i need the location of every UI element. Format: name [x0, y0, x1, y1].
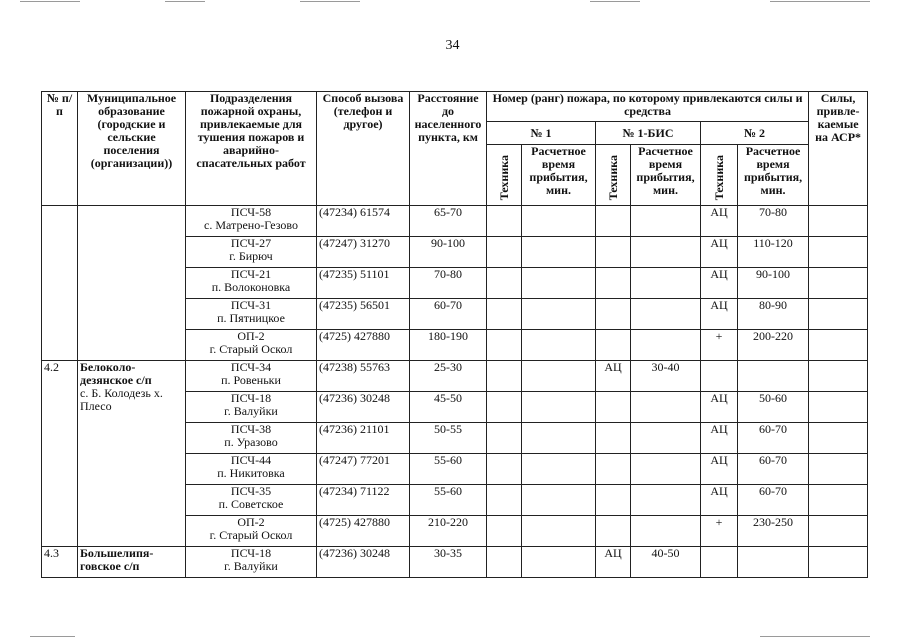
unit-name: ОП-2: [237, 515, 265, 529]
unit-name: ПСЧ-31: [230, 298, 272, 312]
header-num: № п/п: [42, 92, 78, 206]
cell-tech-1bis: [596, 423, 631, 454]
cell-tech-2: АЦ: [701, 299, 738, 330]
unit-location: г. Старый Оскол: [209, 528, 293, 542]
cell-unit: [186, 206, 317, 237]
cell-tech-1bis: [596, 299, 631, 330]
cell-tech-1: [487, 485, 522, 516]
scan-edge-mark: [590, 1, 640, 2]
cell-phone: (47235) 51101: [317, 268, 410, 299]
cell-distance: 45-50: [410, 392, 487, 423]
cell-unit: [186, 361, 317, 392]
header-technique-label: Техника: [496, 154, 511, 200]
cell-distance: 70-80: [410, 268, 487, 299]
cell-time-1bis: [631, 330, 701, 361]
cell-municipality: Большелипя-говское с/п: [78, 547, 186, 578]
cell-tech-1: [487, 330, 522, 361]
cell-time-1: [522, 268, 596, 299]
table-row: [42, 361, 868, 392]
cell-tech-2: АЦ: [701, 423, 738, 454]
cell-tech-1: [487, 392, 522, 423]
cell-tech-1bis: [596, 454, 631, 485]
scan-edge-mark: [165, 1, 205, 2]
unit-location: г. Старый Оскол: [209, 342, 293, 356]
cell-phone: (4725) 427880: [317, 516, 410, 547]
unit-name: ПСЧ-27: [230, 236, 272, 250]
unit-name: ПСЧ-58: [230, 205, 272, 219]
unit-location: п. Волоконовка: [211, 280, 291, 294]
cell-time-1bis: [631, 237, 701, 268]
cell-tech-1: [487, 237, 522, 268]
cell-phone: (47236) 30248: [317, 547, 410, 578]
cell-asr: [809, 361, 868, 392]
cell-tech-1: [487, 547, 522, 578]
scan-edge-mark: [30, 636, 75, 637]
cell-time-2: 60-70: [738, 423, 809, 454]
header-arrival-1: Расчетное время прибытия, мин.: [522, 145, 596, 206]
scan-edge-mark: [300, 1, 360, 2]
cell-time-1bis: 40-50: [631, 547, 701, 578]
header-asr: Силы, привле-каемые на АСР*: [809, 92, 868, 206]
cell-time-1bis: [631, 485, 701, 516]
cell-phone: (47236) 30248: [317, 392, 410, 423]
header-technique-label: Техника: [711, 154, 726, 200]
cell-tech-1bis: [596, 330, 631, 361]
header-technique-2: [701, 145, 738, 206]
unit-location: г. Бирюч: [229, 249, 273, 263]
cell-distance: 30-35: [410, 547, 487, 578]
unit-name: ПСЧ-44: [230, 453, 272, 467]
unit-name: ПСЧ-35: [230, 484, 272, 498]
cell-asr: [809, 268, 868, 299]
cell-tech-1bis: [596, 206, 631, 237]
cell-tech-2: [701, 361, 738, 392]
cell-num: [42, 206, 78, 361]
scan-edge-mark: [770, 1, 870, 2]
cell-time-1bis: 30-40: [631, 361, 701, 392]
cell-distance: 55-60: [410, 485, 487, 516]
cell-phone: (47234) 61574: [317, 206, 410, 237]
municipality-name: Белоколо-дезянское с/п: [80, 360, 152, 387]
cell-asr: [809, 454, 868, 485]
cell-time-2: [738, 361, 809, 392]
cell-tech-1: [487, 361, 522, 392]
cell-tech-2: АЦ: [701, 485, 738, 516]
cell-tech-2: АЦ: [701, 206, 738, 237]
header-fire-rank: Номер (ранг) пожара, по которому привлекаются силы и средства: [487, 92, 809, 122]
unit-location: г. Валуйки: [224, 404, 278, 418]
cell-asr: [809, 206, 868, 237]
cell-time-1: [522, 299, 596, 330]
unit-location: г. Валуйки: [224, 559, 278, 573]
cell-distance: 55-60: [410, 454, 487, 485]
cell-unit: [186, 423, 317, 454]
cell-time-1: [522, 206, 596, 237]
header-technique-label: Техника: [605, 154, 620, 200]
scan-edge-mark: [760, 636, 870, 637]
unit-name: ПСЧ-18: [230, 391, 272, 405]
unit-location: п. Ровеньки: [221, 373, 281, 387]
scan-edge-mark: [20, 1, 80, 2]
cell-tech-2: АЦ: [701, 237, 738, 268]
header-distance: Расстояние до населенного пункта, км: [410, 92, 487, 206]
unit-name: ОП-2: [237, 329, 265, 343]
cell-tech-1bis: [596, 392, 631, 423]
cell-asr: [809, 485, 868, 516]
unit-name: ПСЧ-34: [230, 360, 272, 374]
cell-distance: 25-30: [410, 361, 487, 392]
cell-asr: [809, 547, 868, 578]
cell-phone: (47247) 77201: [317, 454, 410, 485]
cell-unit: [186, 299, 317, 330]
cell-tech-1bis: [596, 268, 631, 299]
cell-time-1bis: [631, 299, 701, 330]
cell-tech-2: АЦ: [701, 454, 738, 485]
cell-time-1: [522, 454, 596, 485]
cell-unit: [186, 330, 317, 361]
cell-asr: [809, 237, 868, 268]
cell-time-2: 60-70: [738, 454, 809, 485]
header-rank-1bis: № 1-БИС: [596, 122, 701, 145]
header-technique-1bis: [596, 145, 631, 206]
cell-tech-1: [487, 299, 522, 330]
cell-asr: [809, 392, 868, 423]
header-row: [42, 92, 868, 122]
unit-name: ПСЧ-38: [230, 422, 272, 436]
cell-tech-2: +: [701, 330, 738, 361]
cell-time-1bis: [631, 423, 701, 454]
unit-name: ПСЧ-18: [230, 546, 272, 560]
header-rank-1: № 1: [487, 122, 596, 145]
cell-phone: (47236) 21101: [317, 423, 410, 454]
cell-unit: [186, 392, 317, 423]
cell-time-1: [522, 547, 596, 578]
table-row: [42, 547, 868, 578]
header-arrival-2: Расчетное время прибытия, мин.: [738, 145, 809, 206]
cell-asr: [809, 299, 868, 330]
header-technique-1: [487, 145, 522, 206]
cell-municipality: [78, 361, 186, 547]
cell-tech-2: АЦ: [701, 268, 738, 299]
unit-location: п. Советское: [218, 497, 284, 511]
cell-unit: [186, 237, 317, 268]
cell-tech-1bis: [596, 485, 631, 516]
cell-phone: (47247) 31270: [317, 237, 410, 268]
cell-tech-2: АЦ: [701, 392, 738, 423]
cell-time-2: 50-60: [738, 392, 809, 423]
cell-distance: 60-70: [410, 299, 487, 330]
cell-time-2: 230-250: [738, 516, 809, 547]
cell-tech-1: [487, 454, 522, 485]
cell-tech-1: [487, 423, 522, 454]
cell-time-1: [522, 516, 596, 547]
cell-distance: 65-70: [410, 206, 487, 237]
header-arrival-1bis: Расчетное время прибытия, мин.: [631, 145, 701, 206]
cell-tech-2: [701, 547, 738, 578]
cell-time-2: 90-100: [738, 268, 809, 299]
cell-time-2: 110-120: [738, 237, 809, 268]
cell-time-1: [522, 485, 596, 516]
cell-time-1: [522, 392, 596, 423]
cell-time-1bis: [631, 206, 701, 237]
cell-time-1bis: [631, 516, 701, 547]
cell-phone: (47235) 56501: [317, 299, 410, 330]
cell-unit: [186, 268, 317, 299]
cell-time-2: 70-80: [738, 206, 809, 237]
fire-forces-table: [41, 91, 868, 578]
header-call-method: Способ вызова (телефон и другое): [317, 92, 410, 206]
cell-phone: (4725) 427880: [317, 330, 410, 361]
cell-time-2: 80-90: [738, 299, 809, 330]
cell-unit: [186, 547, 317, 578]
cell-tech-1bis: АЦ: [596, 361, 631, 392]
unit-location: п. Никитовка: [217, 466, 285, 480]
cell-distance: 180-190: [410, 330, 487, 361]
cell-tech-1bis: [596, 237, 631, 268]
cell-time-2: [738, 547, 809, 578]
cell-num: 4.3: [42, 547, 78, 578]
municipality-settlements: с. Б. Колодезь х. Плесо: [80, 386, 163, 413]
cell-time-2: 60-70: [738, 485, 809, 516]
cell-time-1: [522, 330, 596, 361]
cell-unit: [186, 516, 317, 547]
unit-name: ПСЧ-21: [230, 267, 272, 281]
cell-tech-1: [487, 268, 522, 299]
header-municipality: Муниципальное образование (городские и сельские поселения (организации)): [78, 92, 186, 206]
cell-asr: [809, 423, 868, 454]
cell-phone: (47238) 55763: [317, 361, 410, 392]
header-units: Подразделения пожарной охраны, привлекаемые для тушения пожаров и аварийно-спасательных работ: [186, 92, 317, 206]
header-rank-2: № 2: [701, 122, 809, 145]
cell-time-1bis: [631, 268, 701, 299]
unit-location: с. Матрено-Гезово: [204, 218, 298, 232]
cell-time-1: [522, 423, 596, 454]
cell-phone: (47234) 71122: [317, 485, 410, 516]
cell-tech-1: [487, 206, 522, 237]
cell-asr: [809, 516, 868, 547]
cell-distance: 50-55: [410, 423, 487, 454]
cell-asr: [809, 330, 868, 361]
page-number: 34: [445, 38, 460, 53]
cell-tech-2: +: [701, 516, 738, 547]
table-row: [42, 206, 868, 237]
cell-num: 4.2: [42, 361, 78, 547]
cell-tech-1bis: АЦ: [596, 547, 631, 578]
unit-location: п. Уразово: [224, 435, 278, 449]
unit-location: п. Пятницкое: [217, 311, 285, 325]
cell-time-2: 200-220: [738, 330, 809, 361]
cell-time-1bis: [631, 392, 701, 423]
cell-time-1bis: [631, 454, 701, 485]
cell-tech-1: [487, 516, 522, 547]
cell-municipality: [78, 206, 186, 361]
cell-distance: 210-220: [410, 516, 487, 547]
cell-distance: 90-100: [410, 237, 487, 268]
cell-time-1: [522, 237, 596, 268]
cell-time-1: [522, 361, 596, 392]
cell-unit: [186, 485, 317, 516]
cell-unit: [186, 454, 317, 485]
cell-tech-1bis: [596, 516, 631, 547]
